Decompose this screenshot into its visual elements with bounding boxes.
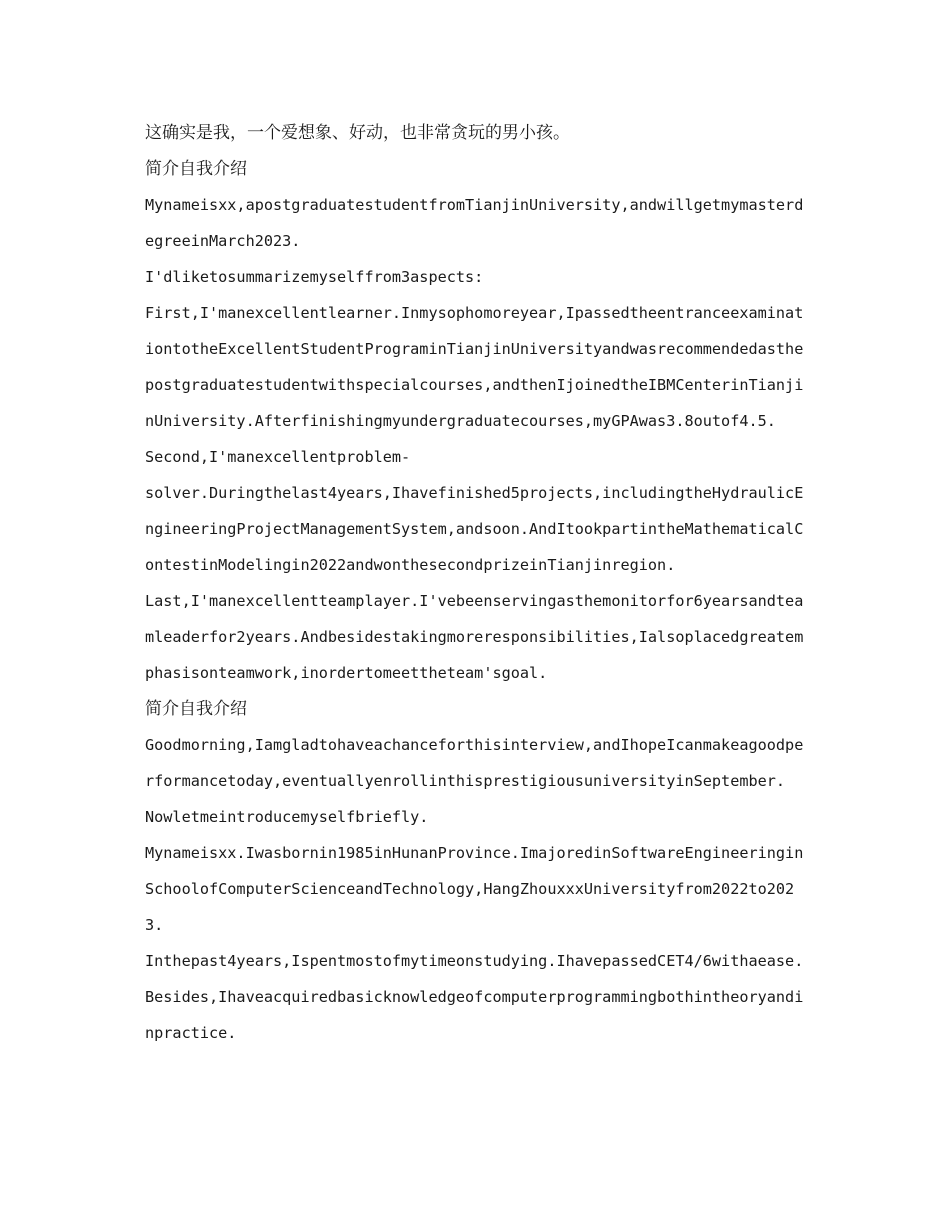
paragraph: Nowletmeintroducemyselfbriefly. xyxy=(145,808,429,826)
document-body xyxy=(145,115,807,1051)
paragraph: solver.Duringthelast4years,Ihavefinished5projects,includingtheHydraulicEngineeringProjectManagementSystem,andsoon.AndItookpartintheMathematicalContestinModelingin2022andwonthesecondprizeinTianjinregion. xyxy=(145,484,804,574)
paragraph: Mynameisxx.Iwasbornin1985inHunanProvince.ImajoredinSoftwareEngineeringinSchoolofComputerScienceandTechnology,HangZhouxxxUniversityfrom2022to2023. xyxy=(145,844,804,934)
paragraph: Mynameisxx,apostgraduatestudentfromTianjinUniversity,andwillgetmymasterdegreeinMarch2023. xyxy=(145,196,804,250)
paragraph: Second,I'manexcellentproblem- xyxy=(145,448,411,466)
section-heading: 简介自我介绍 xyxy=(145,159,247,179)
section-heading: 简介自我介绍 xyxy=(145,699,247,719)
paragraph: Last,I'manexcellentteamplayer.I'vebeenservingasthemonitorfor6yearsandteamleaderfor2years.Andbesidestakingmoreresponsibilities,Ialsoplacedgreatemphasisonteamwork,inordertomeettheteam'sgoal. xyxy=(145,592,804,682)
paragraph: I'dliketosummarizemyselffrom3aspects: xyxy=(145,268,484,286)
paragraph: Inthepast4years,Ispentmostofmytimeonstudying.IhavepassedCET4/6withaease.Besides,Ihaveacquiredbasicknowledgeofcomputerprogrammingbothintheoryandinpractice. xyxy=(145,952,804,1042)
paragraph: First,I'manexcellentlearner.Inmysophomoreyear,IpassedtheentranceexaminationtotheExcellentStudentPrograminTianjinUniversityandwasrecommendedasthepostgraduatestudentwithspecialcourses,andthenIjoinedtheIBMCenterinTianjinUniversity.Afterfinishingmyundergraduatecourses,myGPAwas3.8outof4.5. xyxy=(145,304,804,430)
paragraph: Goodmorning,Iamgladtohaveachanceforthisinterview,andIhopeIcanmakeagoodperformancetoday,eventuallyenrollinthisprestigiousuniversityinSeptember. xyxy=(145,736,804,790)
intro-line: 这确实是我，一个爱想象、好动，也非常贪玩的男小孩。 xyxy=(145,123,570,143)
